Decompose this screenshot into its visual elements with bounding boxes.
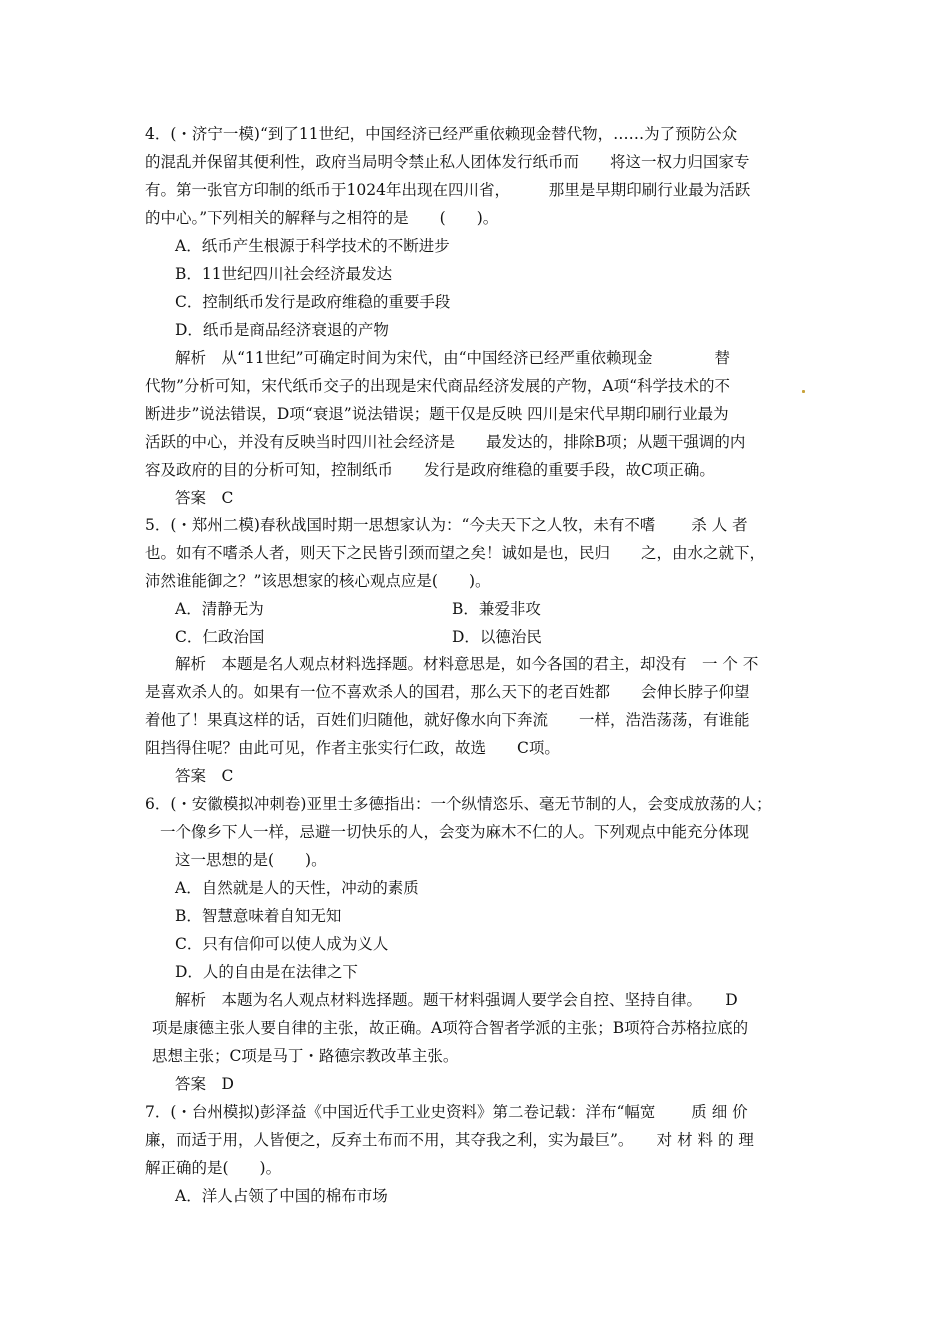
question-6-option-a: A．自然就是人的天性，冲动的素质 (175, 879, 419, 897)
question-4-analysis-line-5: 容及政府的目的分析可知，控制纸币 发行是政府维稳的重要手段，故C项正确。 (145, 461, 715, 479)
question-7-stem-line-1: 7．(・台州模拟)彭泽益《中国近代手工业史资料》第二卷记载：洋布“幅宽 质 细 价 (145, 1103, 748, 1121)
question-5-option-a: A．清静无为 (175, 600, 264, 618)
question-6-stem-line-2: 一个像乡下人一样，忌避一切快乐的人，会变为麻木不仁的人。下列观点中能充分体现 (160, 823, 750, 841)
question-5-option-d: D．以德治民 (452, 628, 542, 646)
question-6-stem-line-1: 6．(・安徽模拟冲刺卷)亚里士多德指出：一个纵情恣乐、毫无节制的人，会变成放荡的人； (145, 795, 772, 813)
question-5-option-b: B．兼爱非攻 (452, 600, 541, 618)
question-5-stem-line-1: 5．(・郑州二模)春秋战国时期一思想家认为：“今夫天下之人牧，未有不嗜 杀 人 者 (145, 516, 748, 534)
question-4-stem-line-2: 的混乱并保留其便利性，政府当局明令禁止私人团体发行纸币而 将这一权力归国家专 (145, 153, 750, 171)
question-6-option-d: D．人的自由是在法律之下 (175, 963, 358, 981)
question-4-stem-line-3: 有。第一张官方印制的纸币于1024年出现在四川省， 那里是早期印刷行业最为活跃 (145, 181, 751, 199)
question-7-option-a: A．洋人占领了中国的棉布市场 (175, 1187, 388, 1205)
question-4-analysis-line-4: 活跃的中心，并没有反映当时四川社会经济是 最发达的，排除B项；从题干强调的内 (145, 433, 746, 451)
question-5-answer: 答案 C (175, 767, 234, 785)
question-7-stem-line-3: 解正确的是( )。 (145, 1159, 282, 1177)
question-6-analysis-line-3: 思想主张；C项是马丁・路德宗教改革主张。 (152, 1047, 459, 1065)
question-4-analysis-line-3: 断进步”说法错误，D项“衰退”说法错误；题干仅是反映 四川是宋代早期印刷行业最为 (145, 405, 729, 423)
question-4-stem-line-4: 的中心。”下列相关的解释与之相符的是 ( )。 (145, 209, 499, 227)
question-5-analysis-line-2: 是喜欢杀人的。如果有一位不喜欢杀人的国君，那么天下的老百姓都 会伸长脖子仰望 (145, 683, 750, 701)
question-6-analysis-line-2: 项是康德主张人要自律的主张，故正确。A项符合智者学派的主张；B项符合苏格拉底的 (152, 1019, 749, 1037)
question-5-analysis-line-3: 着他了！果真这样的话，百姓们归随他，就好像水向下奔流 一样，浩浩荡荡，有谁能 (145, 711, 750, 729)
question-5-option-c: C．仁政治国 (175, 628, 265, 646)
question-7-stem-line-2: 廉，而适于用，人皆便之，反弃土布而不用，其夺我之利，实为最巨”。 对 材 料 的 理 (145, 1131, 754, 1149)
question-6-analysis-line-1: 解析 本题为名人观点材料选择题。题干材料强调人要学会自控、坚持自律。 D (175, 991, 738, 1009)
question-6-option-c: C．只有信仰可以使人成为义人 (175, 935, 389, 953)
question-6-stem-line-3: 这一思想的是( )。 (175, 851, 327, 869)
question-4-answer: 答案 C (175, 489, 234, 507)
question-6-option-b: B．智慧意味着自知无知 (175, 907, 342, 925)
question-4-option-a: A．纸币产生根源于科学技术的不断进步 (175, 237, 450, 255)
question-5-analysis-line-1: 解析 本题是名人观点材料选择题。材料意思是，如今各国的君主，却没有 一 个 不 (175, 655, 759, 673)
question-6-answer: 答案 D (175, 1075, 234, 1093)
question-5-stem-line-2: 也。如有不嗜杀人者，则天下之民皆引颈而望之矣！诚如是也，民归 之，由水之就下， (145, 544, 766, 562)
question-4-analysis-line-2: 代物”分析可知，宋代纸币交子的出现是宋代商品经济发展的产物，A项“科学技术的不 (145, 377, 731, 395)
stray-dot-mark (802, 390, 805, 393)
question-4-option-c: C．控制纸币发行是政府维稳的重要手段 (175, 293, 451, 311)
question-5-analysis-line-4: 阻挡得住呢？由此可见，作者主张实行仁政，故选 C项。 (145, 739, 560, 757)
question-4-option-b: B．11世纪四川社会经济最发达 (175, 265, 393, 283)
question-5-stem-line-3: 沛然谁能御之？”该思想家的核心观点应是( )。 (145, 572, 491, 590)
question-4-analysis-line-1: 解析 从“11世纪”可确定时间为宋代，由“中国经济已经严重依赖现金 替 (175, 349, 730, 367)
question-4-option-d: D．纸币是商品经济衰退的产物 (175, 321, 389, 339)
question-4-stem-line-1: 4．(・济宁一模)“到了11世纪，中国经济已经严重依赖现金替代物，……为了预防公众 (145, 125, 738, 143)
